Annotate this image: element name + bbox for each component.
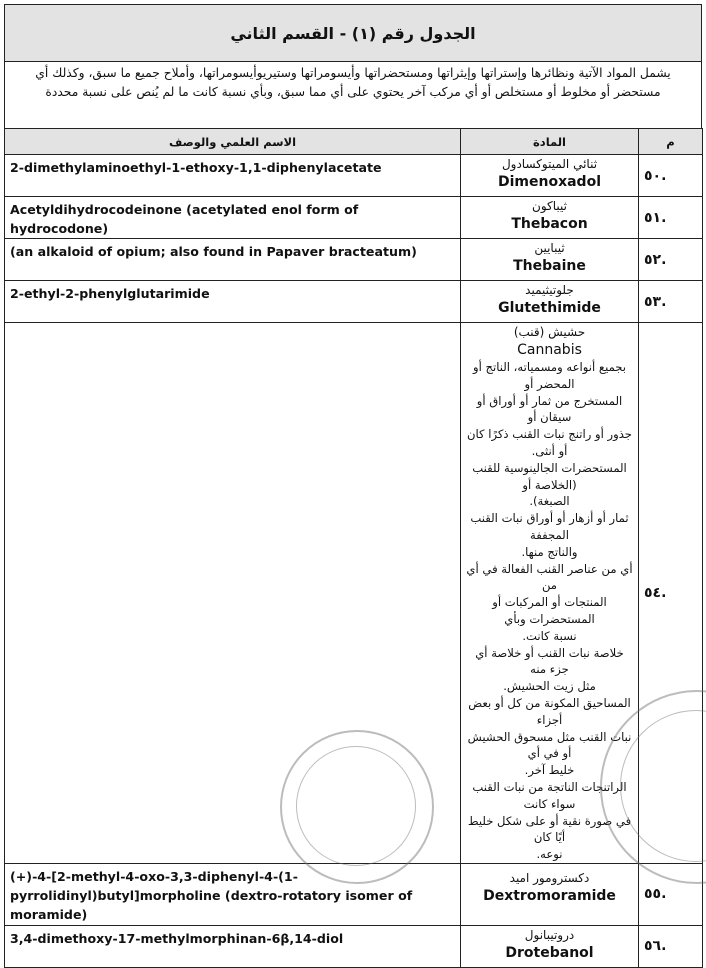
detail-line: المنتجات أو المركبات أو المستحضرات وبأي [492,595,607,626]
substance-english: Glutethimide [498,300,601,316]
detail-line: المستخرج من ثمار أو أوراق أو سيقان أو [476,393,623,425]
table-header-row [5,129,703,155]
detail-line: بجميع أنواعه ومسمياته، الناتج أو المحضر أو [472,360,626,391]
substance-cell [461,281,639,323]
table-row [5,239,703,281]
row-number: .٥١ [639,197,703,239]
table-row [5,863,703,925]
detail-line: ثمار أو أزهار أو أوراق نبات القنب المجففة [470,511,629,542]
substance-cell [461,155,639,197]
substance-english: Thebaine [513,258,586,274]
substance-english: Thebacon [511,216,588,232]
row-number: .٥٥ [639,863,703,925]
document-page [4,4,702,961]
substance-arabic: ثيبايين [534,241,565,255]
scientific-name [5,323,461,864]
scientific-name: (an alkaloid of opium; also found in Papaver bracteatum) [5,239,461,281]
substance-english: Drotebanol [505,944,594,961]
detail-line: نبات القنب مثل مسحوق الحشيش أو في أي [467,729,632,761]
scientific-name: 3,4-dimethoxy-17-methylmorphinan-6β,14-diol [5,925,461,967]
scientific-name: Acetyldihydrocodeinone (acetylated enol form of hydrocodone) [5,197,461,239]
detail-line: مثل زيت الحشيش. [503,679,596,694]
detail-line: المستحضرات الجالينوسية للقنب (الخلاصة أو [472,460,627,492]
substance-cell [461,239,639,281]
substance-arabic: ثيباكون [532,199,567,213]
detail-line: والناتج منها. [521,544,578,559]
scientific-name: 2-dimethylaminoethyl-1-ethoxy-1,1-diphenylacetate [5,155,461,197]
detail-line: في صورة نقية أو على شكل خليط أيًا كان [467,813,632,845]
row-number: .٥٢ [639,239,703,281]
intro-paragraph: يشمل المواد الآتية ونظائرها وإستراتها وإيثراتها ومستحضراتها وأيسومراتها وستيريوأيسومراتها، وأملاح جميع ما سبق، وكذلك أي مستحضر أو مخلوط أو مستخلص أو أي مركب آخر يحتوي على أي مما سبق، وبأي نسبة كانت ما لم يُنص على نسبة محددة [4,62,702,129]
detail-line: نسبة كانت. [522,628,577,643]
cannabis-details [466,359,633,863]
detail-line: الصبغة). [529,494,570,509]
row-number: .٥٠ [639,155,703,197]
substance-cell [461,925,639,967]
row-number: .٥٦ [639,925,703,967]
substance-arabic: دكسترومور اميد [509,870,590,885]
substances-table [4,128,703,968]
substance-english: Cannabis [517,342,582,358]
detail-line: خليط آخر. [524,763,575,778]
substance-arabic: جلوتيثيميد [525,283,574,297]
scientific-name: (+)-4-[2-methyl-4-oxo-3,3-diphenyl-4-(1-pyrrolidinyl)butyl]morpholine (dextro-rotatory isomer of moramide) [5,863,461,925]
detail-line: جذور أو راتنج نبات القنب ذكرًا كان أو أنثى. [467,427,632,458]
substance-cell [461,323,639,864]
row-number: .٥٤ [639,323,703,864]
scientific-name: 2-ethyl-2-phenylglutarimide [5,281,461,323]
detail-line: أي من عناصر القنب الفعالة في أي من [466,561,633,593]
detail-line: نوعه. [536,847,563,862]
table-row [5,281,703,323]
substance-english: Dextromoramide [483,887,616,904]
table-row [5,155,703,197]
substance-english: Dimenoxadol [497,174,601,190]
document-title: الجدول رقم (١) - القسم الثاني [4,4,702,62]
row-number: .٥٣ [639,281,703,323]
substance-cell [461,197,639,239]
table-row [5,925,703,967]
substance-arabic: ثنائي الميتوكسادول [501,157,598,171]
table-row [5,323,703,864]
header-number: م [639,129,703,155]
header-scientific-name: الاسم العلمي والوصف [5,129,461,155]
substance-cell [461,863,639,925]
detail-line: المساحيق المكونة من كل أو بعض أجزاء [468,695,631,727]
substance-arabic: حشيش (قنب) [513,325,586,339]
header-substance: المادة [461,129,639,155]
table-row [5,197,703,239]
detail-line: خلاصة نبات القنب أو خلاصة أي جزء منه [475,645,624,677]
substance-arabic: دروتيبانول [524,927,575,942]
detail-line: الراتنجات الناتجة من نبات القنب سواء كانت [472,779,627,811]
